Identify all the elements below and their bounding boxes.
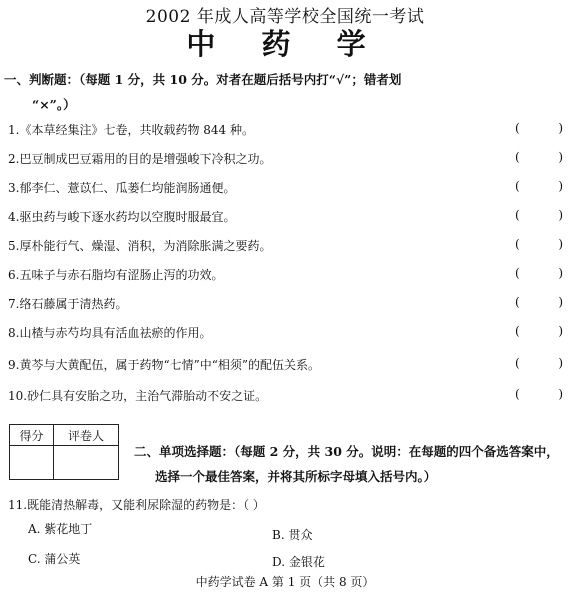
- paren-open: (: [515, 387, 520, 401]
- option-a: A. 紫花地丁: [28, 522, 93, 536]
- question-9: 9.黄芩与大黄配伍，属于药物“七情”中“相须”的配伍关系。: [8, 358, 320, 372]
- paren-close: ): [558, 356, 563, 370]
- question-7: 7.络石藤属于清热药。: [8, 297, 128, 311]
- paren-open: (: [515, 237, 520, 251]
- option-c: C. 蒲公英: [28, 552, 81, 566]
- paren-open: (: [515, 150, 520, 164]
- paren-open: (: [515, 179, 520, 193]
- answer-blank-9[interactable]: [515, 356, 563, 370]
- question-11: 11.既能清热解毒，又能利尿除湿的药物是：（ ）: [8, 498, 265, 512]
- answer-blank-5[interactable]: [515, 237, 563, 251]
- paren-close: ): [558, 121, 563, 135]
- subject-title: 中 药 学: [186, 27, 384, 61]
- question-10: 10.砂仁具有安胎之功，主治气滞胎动不安之证。: [8, 389, 268, 403]
- paren-open: (: [515, 324, 520, 338]
- paren-close: ): [558, 237, 563, 251]
- paren-close: ): [558, 324, 563, 338]
- answer-blank-6[interactable]: [515, 266, 563, 280]
- page-footer: 中药学试卷 A 第 1 页（共 8 页）: [195, 575, 375, 589]
- answer-blank-8[interactable]: [515, 324, 563, 338]
- option-b: B. 贯众: [272, 528, 313, 542]
- question-8: 8.山楂与赤芍均具有活血祛瘀的作用。: [8, 326, 212, 340]
- paren-open: (: [515, 121, 520, 135]
- grader-header: 评卷人: [53, 425, 118, 446]
- paren-close: ): [558, 295, 563, 309]
- question-6: 6.五味子与赤石脂均有涩肠止泻的功效。: [8, 268, 224, 282]
- option-d: D. 金银花: [272, 555, 325, 569]
- answer-blank-7[interactable]: [515, 295, 563, 309]
- question-3: 3.郁李仁、薏苡仁、瓜蒌仁均能润肠通便。: [8, 181, 236, 195]
- exam-title: 2002 年成人高等学校全国统一考试: [145, 7, 425, 27]
- paren-open: (: [515, 356, 520, 370]
- paren-close: ): [558, 266, 563, 280]
- paren-close: ): [558, 179, 563, 193]
- paren-close: ): [558, 387, 563, 401]
- score-header: 得分: [10, 425, 54, 446]
- question-4: 4.驱虫药与峻下逐水药均以空腹时服最宜。: [8, 210, 236, 224]
- score-table: [9, 424, 119, 480]
- question-1: 1.《本草经集注》七卷，共收载药物 844 种。: [8, 123, 254, 137]
- section2-heading-cont: 选择一个最佳答案，并将其所标字母填入括号内。）: [155, 469, 437, 484]
- grader-cell[interactable]: [53, 446, 118, 480]
- question-5: 5.厚朴能行气、燥湿、消积，为消除胀满之要药。: [8, 239, 272, 253]
- answer-blank-10[interactable]: [515, 387, 563, 401]
- paren-open: (: [515, 295, 520, 309]
- section1-heading: 一、判断题：（每题 1 分，共 10 分。对者在题后括号内打“√”；错者划: [4, 72, 402, 87]
- question-2: 2.巴豆制成巴豆霜用的目的是增强峻下冷积之功。: [8, 152, 272, 166]
- section1-heading-cont: “×”。）: [32, 97, 76, 112]
- paren-open: (: [515, 266, 520, 280]
- paren-open: (: [515, 208, 520, 222]
- answer-blank-1[interactable]: [515, 121, 563, 135]
- paren-close: ): [558, 208, 563, 222]
- score-cell[interactable]: [10, 446, 54, 480]
- answer-blank-4[interactable]: [515, 208, 563, 222]
- paren-close: ): [558, 150, 563, 164]
- answer-blank-3[interactable]: [515, 179, 563, 193]
- answer-blank-2[interactable]: [515, 150, 563, 164]
- section2-heading: 二、单项选择题：（每题 2 分，共 30 分。说明：在每题的四个备选答案中，: [134, 444, 559, 459]
